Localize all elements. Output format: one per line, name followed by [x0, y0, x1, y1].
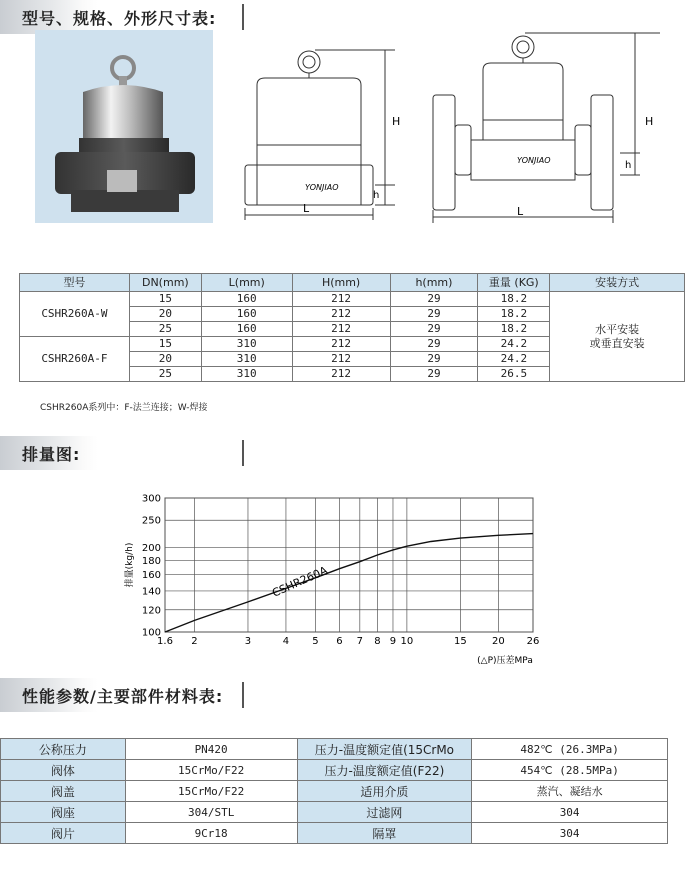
install-line: 水平安装	[595, 322, 640, 336]
discharge-chart	[110, 485, 560, 670]
install-line: 或垂直安装	[589, 336, 645, 350]
section-header-discharge	[0, 436, 244, 470]
table-cell: 310	[201, 367, 292, 382]
series-note: CSHR260A系列中：F-法兰连接；W-焊接	[40, 403, 208, 413]
table-cell: 18.2	[478, 307, 550, 322]
header-cell: h(mm)	[390, 274, 478, 292]
table-cell: 29	[390, 322, 478, 337]
param-value: 454℃ (28.5MPa)	[472, 760, 668, 781]
table-row	[1, 739, 668, 760]
param-value: 蒸汽、凝结水	[472, 781, 668, 802]
table-row	[1, 760, 668, 781]
dim-label-L: L	[303, 202, 310, 215]
table-cell: 15	[129, 292, 201, 307]
param-value: 482℃ (26.3MPa)	[472, 739, 668, 760]
table-cell: 29	[390, 367, 478, 382]
param-value: PN420	[125, 739, 297, 760]
table-cell: 29	[390, 337, 478, 352]
model-cell: CSHR260A-W	[20, 292, 130, 337]
header-cell: 安装方式	[550, 274, 685, 292]
x-tick-label: 7	[356, 636, 363, 647]
param-value: 304/STL	[125, 802, 297, 823]
y-tick-label: 120	[141, 605, 161, 617]
y-tick-label: 300	[141, 493, 161, 505]
table-cell: 160	[201, 307, 292, 322]
table-cell: 212	[292, 322, 390, 337]
x-tick-label: 6	[336, 636, 343, 647]
dim-label-h-2: h	[625, 160, 632, 171]
dim-label-L-2: L	[517, 205, 524, 218]
param-label: 阀体	[1, 760, 126, 781]
x-tick-label: 4	[282, 636, 290, 647]
table-cell: 310	[201, 337, 292, 352]
header-cell: 重量 (KG)	[478, 274, 550, 292]
x-tick-label: 3	[244, 636, 252, 647]
table-cell: 24.2	[478, 352, 550, 367]
param-label: 公称压力	[1, 739, 126, 760]
y-tick-label: 180	[141, 555, 161, 567]
table-cell: 26.5	[478, 367, 550, 382]
param-label: 阀盖	[1, 781, 126, 802]
x-tick-label: 15	[454, 636, 467, 647]
table-cell: 212	[292, 292, 390, 307]
table-cell: 29	[390, 307, 478, 322]
param-label: 阀座	[1, 802, 126, 823]
table-cell: 212	[292, 352, 390, 367]
model-cell: CSHR260A-F	[20, 337, 130, 382]
y-tick-label: 160	[141, 570, 161, 582]
section-title: 排量图:	[22, 444, 81, 464]
table-cell: 25	[129, 322, 201, 337]
table-cell: 29	[390, 292, 478, 307]
y-axis-label: 排量(kg/h)	[125, 542, 135, 588]
spec-header-row	[20, 274, 685, 292]
table-cell: 20	[129, 352, 201, 367]
param-value: 9Cr18	[125, 823, 297, 844]
x-tick-label: 8	[374, 636, 381, 647]
header-cell: H(mm)	[292, 274, 390, 292]
dim-label-H-2: H	[645, 115, 654, 128]
table-row	[1, 781, 668, 802]
header-cell: DN(mm)	[129, 274, 201, 292]
param-label: 压力-温度额定值(15CrMo	[297, 739, 472, 760]
table-cell: 18.2	[478, 292, 550, 307]
param-label: 压力-温度额定值(F22)	[297, 760, 472, 781]
table-cell: 212	[292, 337, 390, 352]
table-cell: 310	[201, 352, 292, 367]
materials-table	[0, 738, 668, 844]
param-value: 15CrMo/F22	[125, 781, 297, 802]
y-tick-label: 200	[141, 542, 161, 554]
x-axis-label: (△P)压差MPa	[477, 656, 533, 666]
product-photo	[35, 30, 213, 223]
table-cell: 212	[292, 307, 390, 322]
section-title: 型号、规格、外形尺寸表:	[22, 8, 217, 28]
header-cell: L(mm)	[201, 274, 292, 292]
table-cell: 160	[201, 292, 292, 307]
dim-label-H: H	[392, 115, 401, 128]
x-tick-label: 10	[400, 636, 414, 647]
series-line-CSHR260A	[165, 534, 533, 632]
table-row	[20, 292, 685, 307]
param-label: 过滤网	[297, 802, 472, 823]
x-tick-label: 20	[492, 636, 505, 647]
param-label: 隔罩	[297, 823, 472, 844]
table-cell: 15	[129, 337, 201, 352]
x-tick-label: 9	[389, 636, 397, 647]
drawing-flanged	[425, 25, 670, 230]
drawing-logo: YONJIAO	[305, 183, 339, 192]
table-row	[1, 802, 668, 823]
param-label: 适用介质	[297, 781, 472, 802]
table-cell: 18.2	[478, 322, 550, 337]
x-tick-label: 1.6	[157, 636, 173, 647]
drawing-logo-2: YONJIAO	[517, 156, 551, 165]
param-label: 阀片	[1, 823, 126, 844]
table-cell: 212	[292, 367, 390, 382]
series-label: CSHR260A	[270, 563, 330, 600]
x-tick-label: 5	[312, 636, 319, 647]
table-cell: 24.2	[478, 337, 550, 352]
section-header-materials	[0, 678, 244, 712]
y-tick-label: 100	[141, 627, 161, 639]
spec-table	[19, 273, 685, 382]
table-cell: 29	[390, 352, 478, 367]
table-row	[1, 823, 668, 844]
drawing-welded	[235, 40, 405, 225]
table-cell: 25	[129, 367, 201, 382]
y-tick-label: 140	[141, 586, 161, 598]
x-tick-label: 2	[191, 636, 198, 647]
y-tick-label: 250	[141, 515, 161, 527]
header-cell: 型号	[20, 274, 130, 292]
param-value: 304	[472, 802, 668, 823]
table-cell: 20	[129, 307, 201, 322]
section-title: 性能参数/主要部件材料表:	[22, 686, 224, 706]
section-header-dimensions	[0, 0, 244, 34]
x-tick-label: 26	[526, 636, 540, 647]
dim-label-h: h	[373, 190, 380, 201]
table-cell: 160	[201, 322, 292, 337]
install-cell	[550, 292, 685, 382]
param-value: 304	[472, 823, 668, 844]
param-value: 15CrMo/F22	[125, 760, 297, 781]
